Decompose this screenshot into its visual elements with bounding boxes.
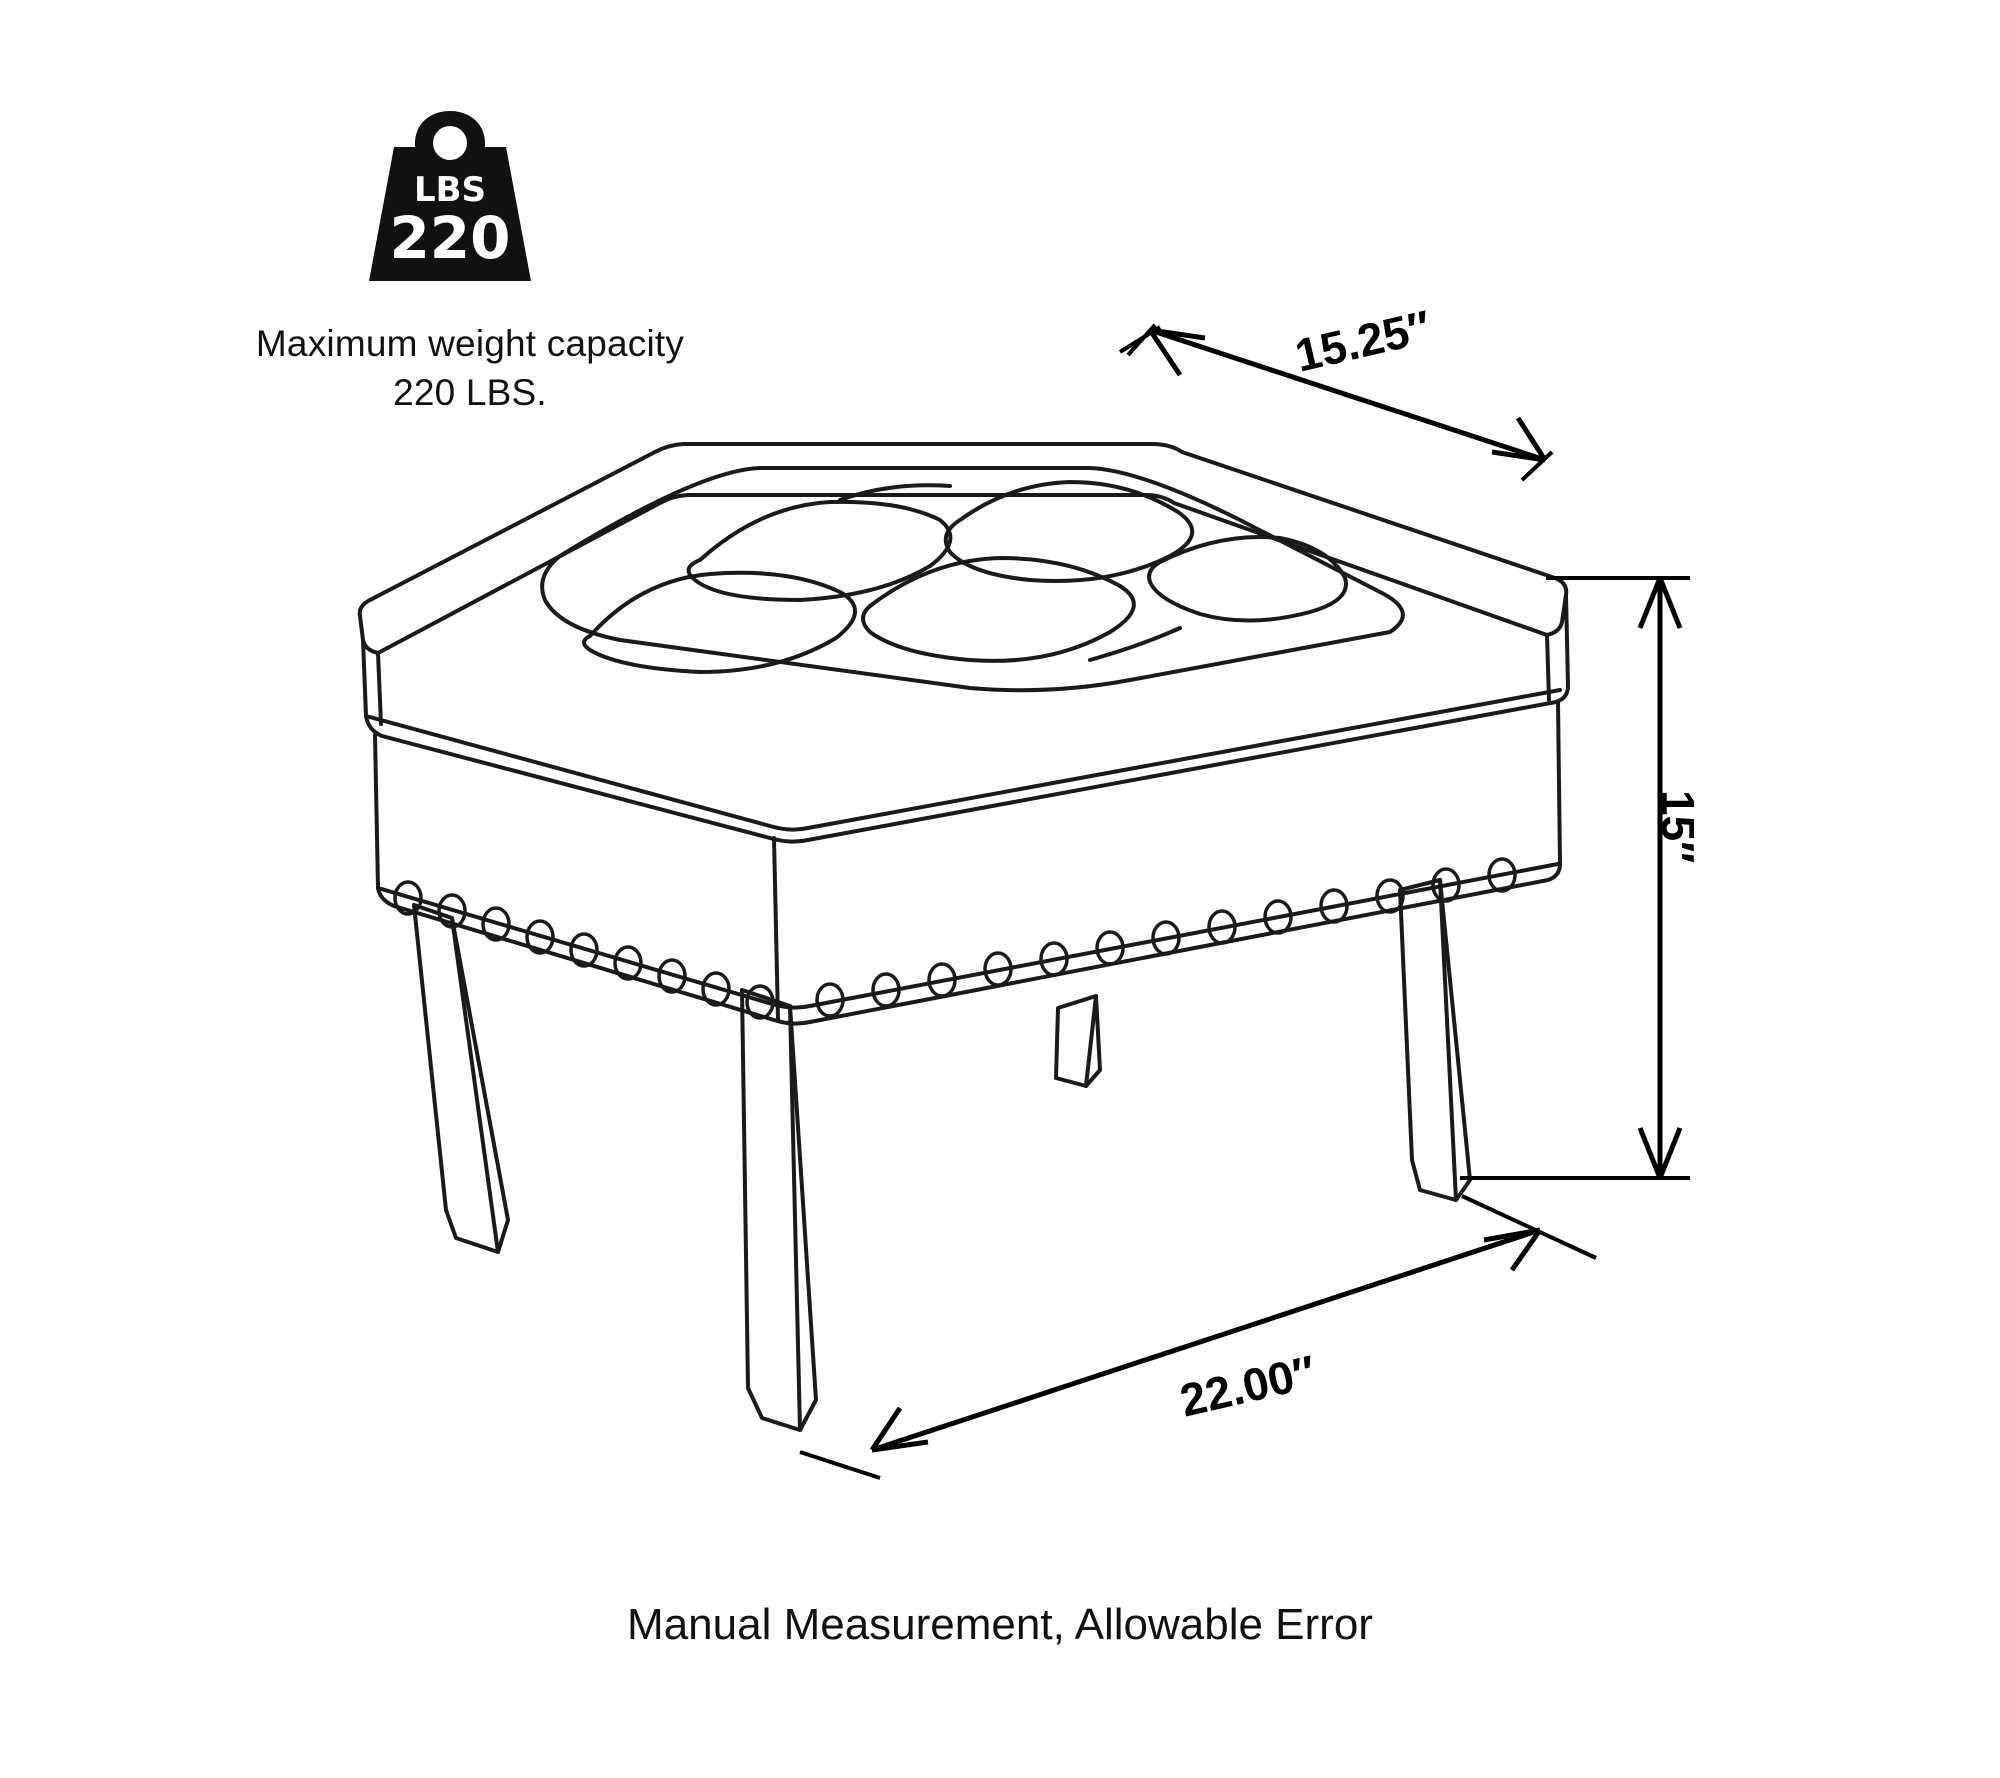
dimension-lines — [800, 325, 1690, 1478]
footer-note: Manual Measurement, Allowable Error — [627, 1600, 1373, 1649]
badge-value: 220 — [389, 204, 511, 272]
badge-unit-label: LBS — [413, 170, 487, 210]
dimension-height-label: 15″ — [1652, 790, 1704, 864]
leg-center-front — [742, 990, 816, 1430]
cushion-top — [360, 444, 1567, 690]
dimension-width-label: 22.00″ — [1175, 1345, 1321, 1427]
leg-front-left — [414, 905, 508, 1252]
leg-back-right — [1400, 880, 1470, 1200]
bench-apron — [375, 702, 1560, 1024]
dimension-depth-label: 15.25″ — [1290, 300, 1436, 382]
weight-capacity-caption: Maximum weight capacity 220 LBS. — [255, 323, 685, 413]
leg-center-back — [1056, 996, 1100, 1086]
